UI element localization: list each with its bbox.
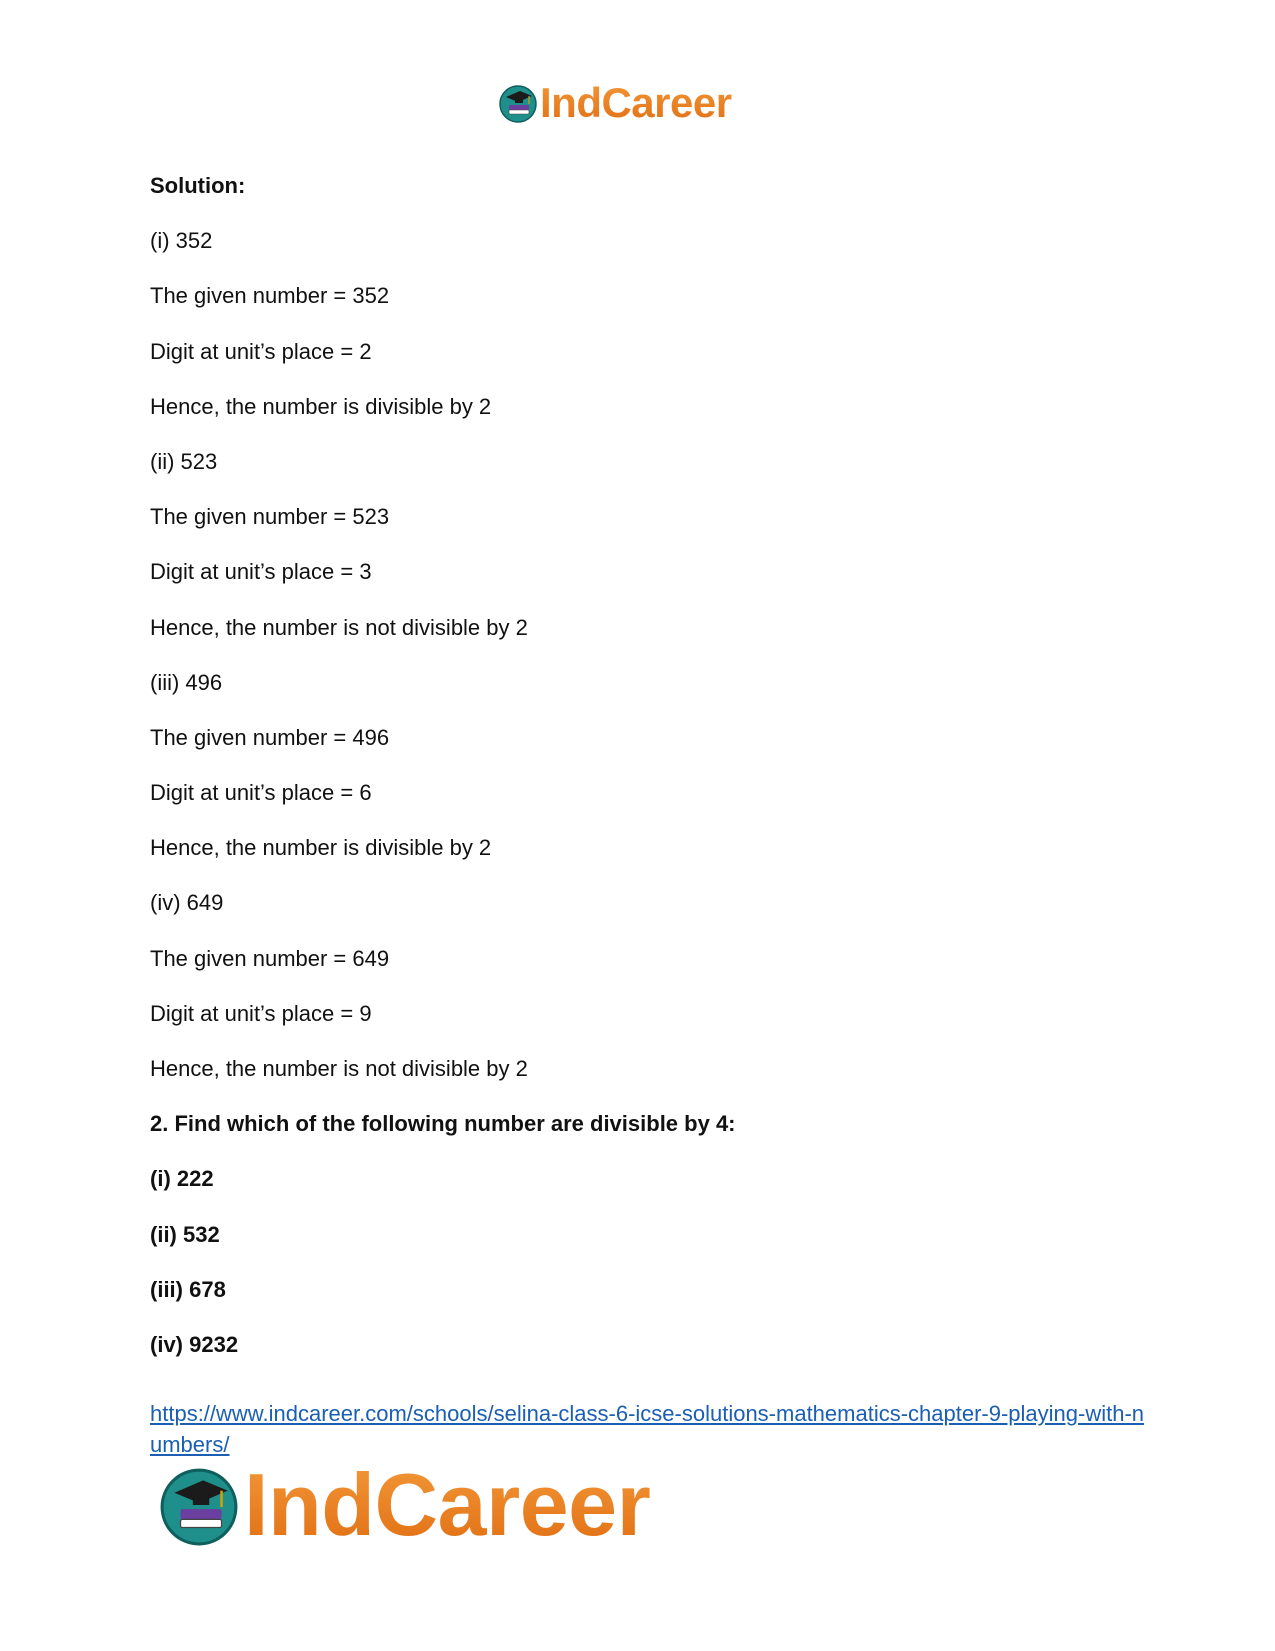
source-link[interactable]: https://www.indcareer.com/schools/selina-class-6-icse-solutions-mathematics-chapter-9-playing-with-numbers/ [150, 1401, 1145, 1457]
solution-line: The given number = 496 [150, 724, 390, 750]
question-item: (iii) 678 [150, 1276, 226, 1302]
solution-line: Hence, the number is divisible by 2 [150, 393, 492, 419]
question-item: (ii) 532 [150, 1221, 220, 1247]
graduation-book-icon [158, 1464, 240, 1546]
solution-line: Hence, the number is not divisible by 2 [150, 1056, 528, 1081]
solution-line: Digit at unit’s place = 3 [150, 559, 372, 585]
solution-line: Hence, the number is divisible by 2 [150, 835, 492, 861]
footer-logo [158, 1455, 650, 1555]
solution-line: The given number = 649 [150, 945, 390, 971]
solution-line: (iii) 496 [150, 669, 223, 695]
solution-line: Digit at unit’s place = 9 [150, 1000, 372, 1026]
header-logo [498, 78, 732, 128]
graduation-book-icon [498, 83, 538, 123]
question-item: (i) 222 [150, 1166, 214, 1192]
solution-line: (iv) 649 [150, 890, 224, 916]
question-item: (iv) 9232 [150, 1331, 239, 1357]
question-title: 2. Find which of the following number are divisible by 4: [150, 1111, 736, 1137]
solution-line: The given number = 523 [150, 504, 390, 530]
solution-line: Hence, the number is not divisible by 2 [150, 614, 528, 640]
document-body [150, 172, 1140, 1386]
solution-line: Digit at unit’s place = 6 [150, 780, 372, 806]
solution-line: The given number = 352 [150, 283, 390, 309]
solution-heading: Solution: [150, 173, 246, 198]
solution-line: (i) 352 [150, 228, 213, 254]
solution-line: Digit at unit’s place = 2 [150, 338, 372, 364]
solution-line: (ii) 523 [150, 448, 218, 474]
logo-wordmark: IndCareer [540, 79, 732, 126]
logo-wordmark: IndCareer [244, 1455, 651, 1554]
